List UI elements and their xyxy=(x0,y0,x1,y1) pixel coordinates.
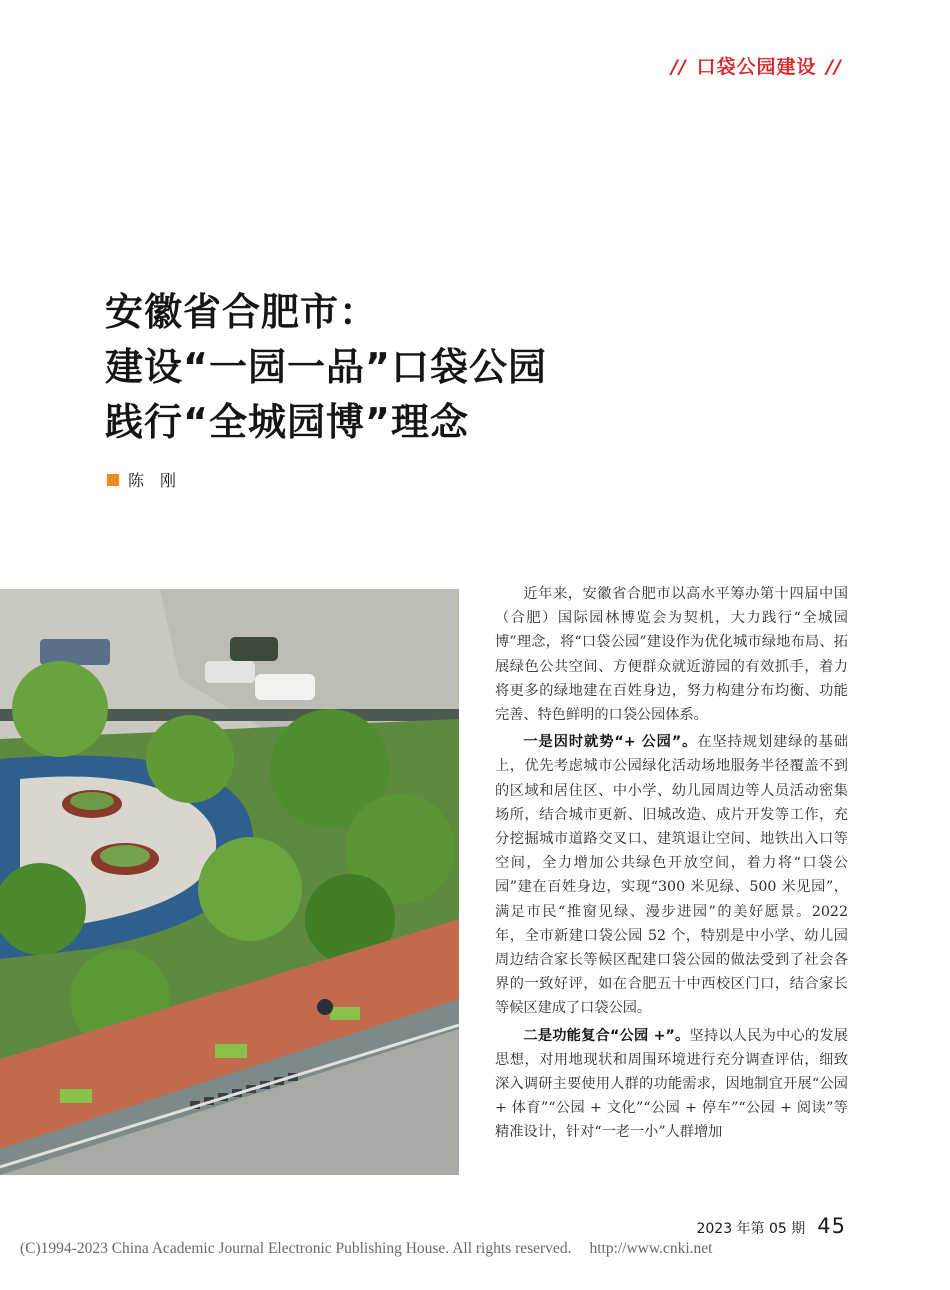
author-marker-icon xyxy=(107,474,119,486)
paragraph-lead: 二是功能复合“公园 +”。 xyxy=(523,1027,690,1044)
copyright-text: (C)1994-2023 China Academic Journal Electronic Publishing House. All rights reserved. xyxy=(20,1240,572,1257)
paragraph-intro xyxy=(495,582,848,727)
article-title xyxy=(105,285,547,450)
author-byline xyxy=(107,468,192,491)
cnki-url-link[interactable]: http://www.cnki.net xyxy=(589,1240,713,1257)
issue-label: 2023 年第 05 期 xyxy=(696,1221,806,1237)
paragraph-text: 坚持以人民为中心的发展思想，对用地现状和周围环境进行充分调查评估，细致深入调研主要使用人群的功能需求，因地制宜开展“公园 + 体育”“公园 + 文化”“公园 + 停车”“公园 + 阅读”等精准设计，针对“一老一小”人群增加 xyxy=(495,1027,848,1141)
slash-right-icon: // xyxy=(826,56,842,78)
section-label: 口袋公园建设 xyxy=(696,56,817,78)
issue-footer xyxy=(696,1214,846,1238)
title-line-1: 安徽省合肥市： xyxy=(105,290,379,334)
article-photo xyxy=(0,589,459,1175)
page-number: 45 xyxy=(817,1214,846,1238)
paragraph-text: 在坚持规划建绿的基础上，优先考虑城市公园绿化活动场地服务半径覆盖不到的区域和居住区、中小学、幼儿园周边等人员活动密集场所，结合城市更新、旧城改造、成片开发等工作，充分挖掘城市道路交叉口、建筑退让空间、地铁出入口等空间，全力增加公共绿色开放空间，着力将“口袋公园”建在百姓身边，实现“300 米见绿、500 米见园”，满足市民“推窗见绿、漫步进园”的美好愿景。2022 年，全市新建口袋公园 52 个，特别是中小学、幼儿园周边结合家长等候区配建口袋公园的做法受到了社会各界的一致好评，如在合肥五十中西校区门口，结合家长等候区建成了口袋公园。 xyxy=(495,734,848,1017)
paragraph-point-2 xyxy=(495,1024,848,1145)
slash-left-icon: // xyxy=(670,56,687,78)
section-tag xyxy=(669,52,844,79)
paragraph-point-1 xyxy=(495,730,848,1020)
title-line-3: 践行“全城园博”理念 xyxy=(105,400,469,444)
paragraph-lead: 一是因时就势“+ 公园”。 xyxy=(523,734,698,751)
author-name: 陈刚 xyxy=(128,471,193,490)
paragraph-text: 近年来，安徽省合肥市以高水平筹办第十四届中国（合肥）国际园林博览会为契机，大力践行“全城园博”理念，将“口袋公园”建设作为优化城市绿地布局、拓展绿色公共空间、方便群众就近游园的有效抓手，着力将更多的绿地建在百姓身边，努力构建分布均衡、功能完善、特色鲜明的口袋公园体系。 xyxy=(495,586,848,724)
title-line-2: 建设“一园一品”口袋公园 xyxy=(105,345,547,389)
copyright-line xyxy=(20,1240,930,1258)
article-body xyxy=(495,582,848,1148)
pocket-park-aerial-image xyxy=(0,589,459,1175)
